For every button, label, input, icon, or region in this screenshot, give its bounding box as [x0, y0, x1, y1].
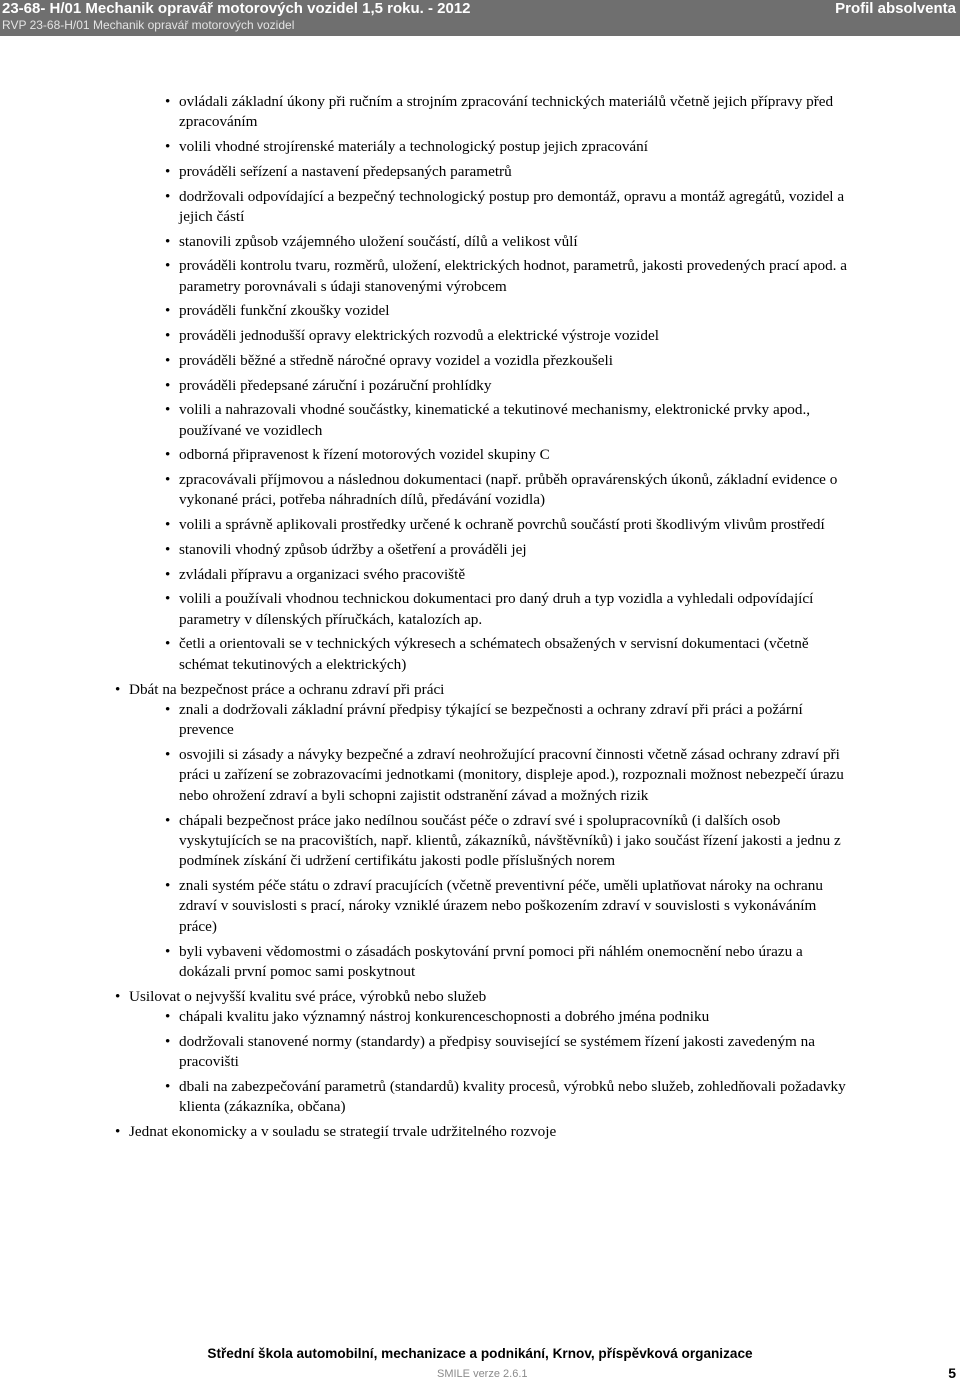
list-item: • dodržovali stanovené normy (standardy) a předpisy související se systémem řízení jakosti zavedeným na pracovišti — [179, 1032, 850, 1073]
section-heading — [129, 1122, 960, 1142]
list-item: • dodržovali odpovídající a bezpečný technologický postup pro demontáž, opravu a montáž agregátů, vozidel a jejich částí — [179, 187, 850, 228]
list-item: • volili vhodné strojírenské materiály a technologický postup jejich zpracování — [179, 137, 850, 157]
list-item: • prováděli kontrolu tvaru, rozměrů, uložení, elektrických hodnot, parametrů, jakosti provedených prací apod. a parametry porovnávali s údaji stanovenými výrobcem — [179, 256, 850, 297]
section-title-text: Usilovat o nejvyšší kvalitu své práce, výrobků nebo služeb — [129, 987, 487, 1005]
section-title-text: Dbát na bezpečnost práce a ochranu zdraví při práci — [129, 680, 445, 698]
list-item: • znali systém péče státu o zdraví pracujících (včetně preventivní péče, uměli uplatňovat nároky na ochranu zdraví v souvislosti s prací, nároky vzniklé úrazem nebo poškozením zdraví v souvislosti s vykonáváním práce) — [179, 876, 850, 937]
list-item: • prováděli seřízení a nastavení předepsaných parametrů — [179, 162, 850, 182]
list-item: • četli a orientovali se v technických výkresech a schématech obsažených v servisní dokumentaci (včetně schémat tekutinových a elektrických) — [179, 634, 850, 675]
list-item: • prováděli funkční zkoušky vozidel — [179, 301, 850, 321]
list-item: • volili a správně aplikovali prostředky určené k ochraně povrchů součástí proti škodlivým vlivům prostředí — [179, 515, 850, 535]
list-item: • chápali bezpečnost práce jako nedílnou součást péče o zdraví své i spolupracovníků (i dalších osob vyskytujících se na pracovištích, např. klientů, zákazníků, návštěvníků) i jako součást řízení jakosti a jednu z podmínek získání či udržení certifikátu jakosti podle příslušných norem — [179, 811, 850, 872]
list-item: • osvojili si zásady a návyky bezpečné a zdraví neohrožující pracovní činnosti včetně zásad ochrany zdraví při práci u zařízení se zobrazovacími jednotkami (monitory, displeje apod.), rozpoznali možnost nebezpečí úrazu nebo ohrožení zdraví a byli schopni zajistit odstranění závad a možných rizik — [179, 745, 850, 806]
list-item: • stanovili způsob vzájemného uložení součástí, dílů a velikost vůlí — [179, 232, 850, 252]
list-item: • chápali kvalitu jako významný nástroj konkurenceschopnosti a dobrého jména podniku — [179, 1007, 850, 1027]
section-items — [129, 700, 960, 982]
document-subtitle: RVP 23-68-H/01 Mechanik opravář motorových vozidel — [2, 18, 295, 32]
list-item: • dbali na zabezpečování parametrů (standardů) kvality procesů, výrobků nebo služeb, zohledňovali požadavky klienta (zákazníka, občana) — [179, 1077, 850, 1118]
list-item: • zvládali přípravu a organizaci svého pracoviště — [179, 565, 850, 585]
page-header — [0, 0, 960, 36]
school-name: Střední škola automobilní, mechanizace a podnikání, Krnov, příspěvková organizace — [207, 1346, 753, 1361]
list-item: • zpracovávali příjmovou a následnou dokumentaci (např. průběh opravárenských úkonů, základní evidence o vykonané práci, potřeba náhradních dílů, předávání vozidla) — [179, 470, 850, 511]
list-item: • prováděli jednodušší opravy elektrických rozvodů a elektrické výstroje vozidel — [179, 326, 850, 346]
section-list — [0, 680, 960, 1143]
document-body — [0, 92, 960, 1142]
version-label: SMILE verze 2.6.1 — [437, 1368, 528, 1380]
section-heading — [129, 680, 960, 983]
list-item: • prováděli běžné a středně náročné opravy vozidel a vozidla přezkoušeli — [179, 351, 850, 371]
document-title: 23-68- H/01 Mechanik opravář motorových vozidel 1,5 roku. - 2012 — [2, 0, 471, 17]
section-title: Profil absolventa — [835, 0, 956, 17]
list-item: • volili a používali vhodnou technickou dokumentaci pro daný druh a typ vozidla a vyhledali odpovídající parametry v dílenských příručkách, katalozích ap. — [179, 589, 850, 630]
list-item: • ovládali základní úkony při ručním a strojním zpracování technických materiálů včetně jejich přípravy před zpracováním — [179, 92, 850, 133]
section-items — [129, 1007, 960, 1118]
page-number: 5 — [948, 1365, 956, 1381]
list-item: • volili a nahrazovali vhodné součástky, kinematické a tekutinové mechanismy, elektronické prvky apod., používané ve vozidlech — [179, 400, 850, 441]
list-item: • znali a dodržovali základní právní předpisy týkající se bezpečnosti a ochrany zdraví při práci a požární prevence — [179, 700, 850, 741]
list-item: • stanovili vhodný způsob údržby a ošetření a prováděli jej — [179, 540, 850, 560]
competency-list — [0, 92, 960, 675]
list-item: • odborná připravenost k řízení motorových vozidel skupiny C — [179, 445, 850, 465]
section-title-text: Jednat ekonomicky a v souladu se strategií trvale udržitelného rozvoje — [129, 1123, 557, 1140]
list-item: • prováděli předepsané záruční i pozáruční prohlídky — [179, 376, 850, 396]
section-heading — [129, 987, 960, 1118]
list-item: • byli vybaveni vědomostmi o zásadách poskytování první pomoci při náhlém onemocnění nebo úrazu a dokázali první pomoc sami poskytnout — [179, 942, 850, 983]
